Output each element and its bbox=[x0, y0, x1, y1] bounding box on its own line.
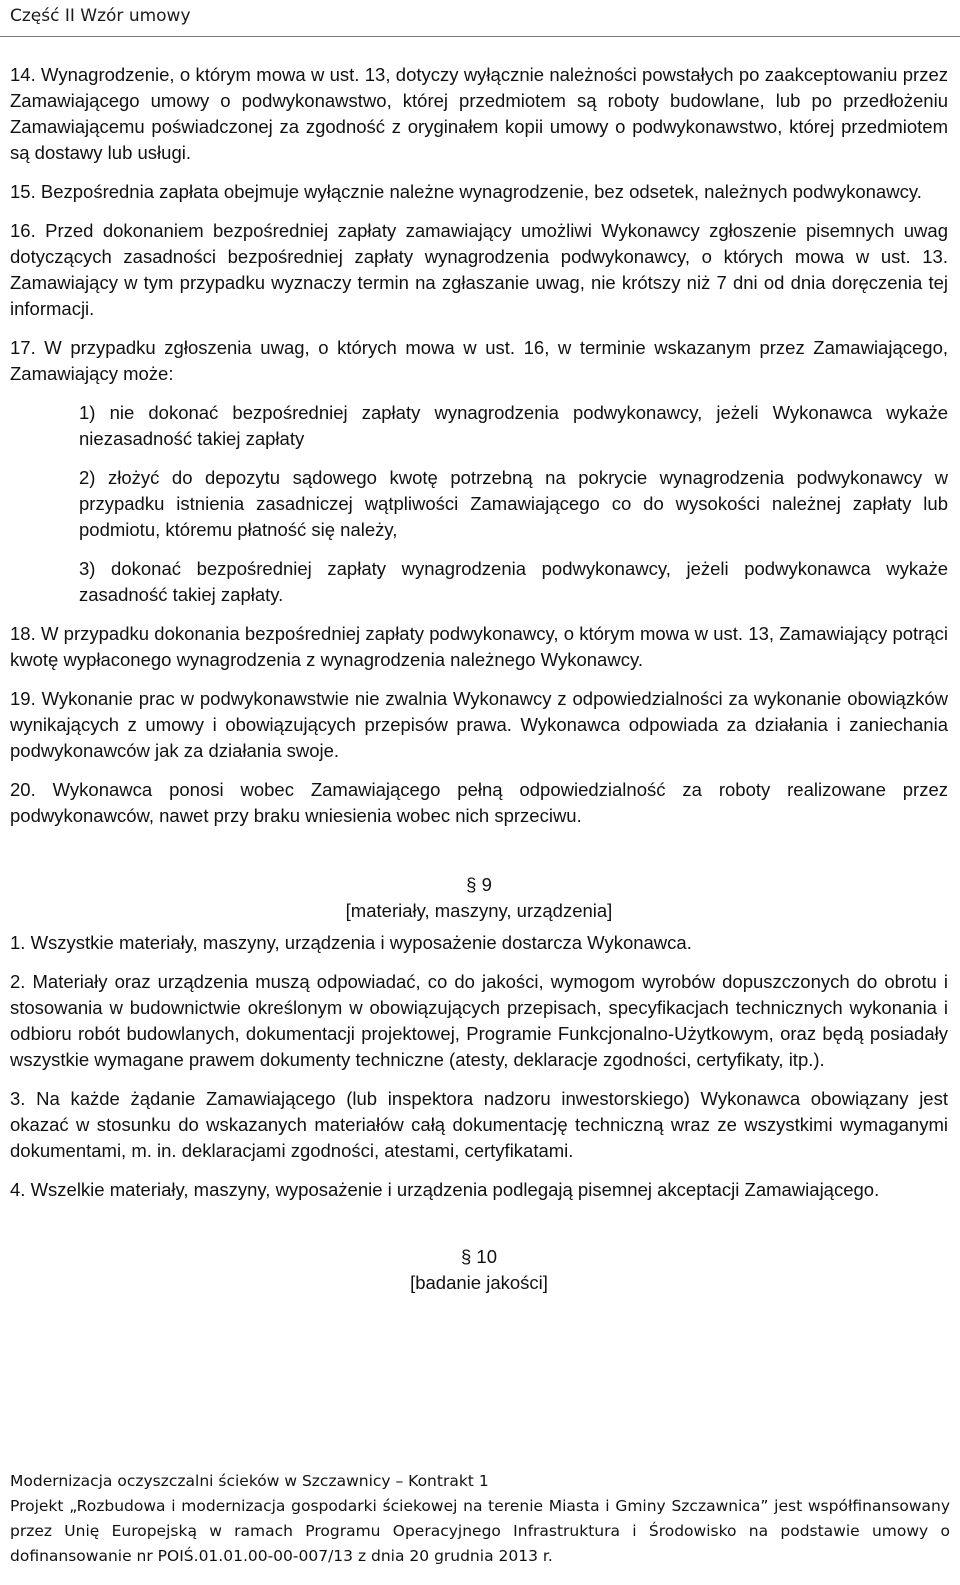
footer-contract-line: Modernizacja oczyszczalni ścieków w Szczawnicy – Kontrakt 1 bbox=[10, 1472, 489, 1490]
paragraph-20: 20. Wykonawca ponosi wobec Zamawiającego pełną odpowiedzialność za roboty realizowane przez podwykonawców, nawet przy braku wniesienia wobec nich sprzeciwu. bbox=[10, 779, 948, 826]
document-body bbox=[10, 62, 948, 1302]
header-divider bbox=[0, 36, 960, 37]
section-9-number: § 9 bbox=[466, 874, 492, 895]
paragraph-17: 17. W przypadku zgłoszenia uwag, o których mowa w ust. 16, w terminie wskazanym przez Zamawiającego, Zamawiający może: bbox=[10, 337, 948, 384]
paragraph-16: 16. Przed dokonaniem bezpośredniej zapłaty zamawiający umożliwi Wykonawcy zgłoszenie pisemnych uwag dotyczących zasadności bezpośredniej zapłaty wynagrodzenia podwykonawcy, o których mowa w ust. 13. Zamawiający w tym przypadku wyznaczy termin na zgłaszanie uwag, nie krótszy niż 7 dni od dnia doręczenia tej informacji. bbox=[10, 220, 948, 319]
section-9-paragraph-2: 2. Materiały oraz urządzenia muszą odpowiadać, co do jakości, wymogom wyrobów dopuszczonych do obrotu i stosowania w budownictwie określonym w obowiązujących przepisach, specyfikacjach technicznych wykonania i odbioru robót budowlanych, dokumentacji projektowej, Programie Funkcjonalno-Użytkowym, oraz będą posiadały wszystkie wymagane prawem dokumenty techniczne (atesty, deklaracje zgodności, certyfikaty, itp.). bbox=[10, 971, 948, 1070]
page-footer bbox=[0, 1469, 960, 1569]
footer-project-note: Projekt „Rozbudowa i modernizacja gospodarki ściekowej na terenie Miasta i Gminy Szczawnica” jest współfinansowany przez Unię Europejską w ramach Programu Operacyjnego Infrastruktura i Środowisko na podstawie umowy o dofinansowanie nr POIŚ.01.01.00-00-007/13 z dnia 20 grudnia 2013 r. bbox=[10, 1497, 950, 1565]
paragraph-14: 14. Wynagrodzenie, o którym mowa w ust. 13, dotyczy wyłącznie należności powstałych po zaakceptowaniu przez Zamawiającego umowy o podwykonawstwo, której przedmiotem są roboty budowlane, lub po przedłożeniu Zamawiającemu poświadczonej za zgodność z oryginałem kopii umowy o podwykonawstwo, której przedmiotem są dostawy lub usługi. bbox=[10, 64, 948, 163]
section-10-title: [badanie jakości] bbox=[410, 1272, 548, 1293]
list-item-17-1: 1) nie dokonać bezpośredniej zapłaty wynagrodzenia podwykonawcy, jeżeli Wykonawca wykaże niezasadność takiej zapłaty bbox=[79, 402, 948, 449]
section-9-paragraph-4: 4. Wszelkie materiały, maszyny, wyposażenie i urządzenia podlegają pisemnej akceptacji Zamawiającego. bbox=[10, 1179, 880, 1200]
section-9-heading bbox=[10, 872, 948, 924]
section-10-number: § 10 bbox=[460, 1246, 497, 1267]
paragraph-15: 15. Bezpośrednia zapłata obejmuje wyłącznie należne wynagrodzenie, bez odsetek, należnych podwykonawcy. bbox=[10, 181, 922, 202]
running-header: Część II Wzór umowy bbox=[10, 6, 191, 26]
paragraph-18: 18. W przypadku dokonania bezpośredniej zapłaty podwykonawcy, o którym mowa w ust. 13, Zamawiający potrąci kwotę wypłaconego wynagrodzenia z wynagrodzenia należnego Wykonawcy. bbox=[10, 623, 948, 670]
list-item-17-3: 3) dokonać bezpośredniej zapłaty wynagrodzenia podwykonawcy, jeżeli podwykonawca wykaże zasadność takiej zapłaty. bbox=[79, 558, 948, 605]
section-9-title: [materiały, maszyny, urządzenia] bbox=[345, 900, 613, 921]
section-9-paragraph-3: 3. Na każde żądanie Zamawiającego (lub inspektora nadzoru inwestorskiego) Wykonawca obowiązany jest okazać w stosunku do wskazanych materiałów całą dokumentację techniczną wraz ze wszystkimi wymaganymi dokumentami, m. in. deklaracjami zgodności, atestami, certyfikatami. bbox=[10, 1088, 948, 1161]
paragraph-19: 19. Wykonanie prac w podwykonawstwie nie zwalnia Wykonawcy z odpowiedzialności za wykonanie obowiązków wynikających z umowy i obowiązujących przepisów prawa. Wykonawca odpowiada za działania i zaniechania podwykonawców jak za działania swoje. bbox=[10, 688, 948, 761]
list-item-17-2: 2) złożyć do depozytu sądowego kwotę potrzebną na pokrycie wynagrodzenia podwykonawcy w przypadku istnienia zasadniczej wątpliwości Zamawiającego co do wysokości należnej zapłaty lub podmiotu, któremu płatność się należy, bbox=[79, 467, 948, 540]
section-9-paragraph-1: 1. Wszystkie materiały, maszyny, urządzenia i wyposażenie dostarcza Wykonawca. bbox=[10, 932, 692, 953]
section-10-heading bbox=[10, 1244, 948, 1296]
